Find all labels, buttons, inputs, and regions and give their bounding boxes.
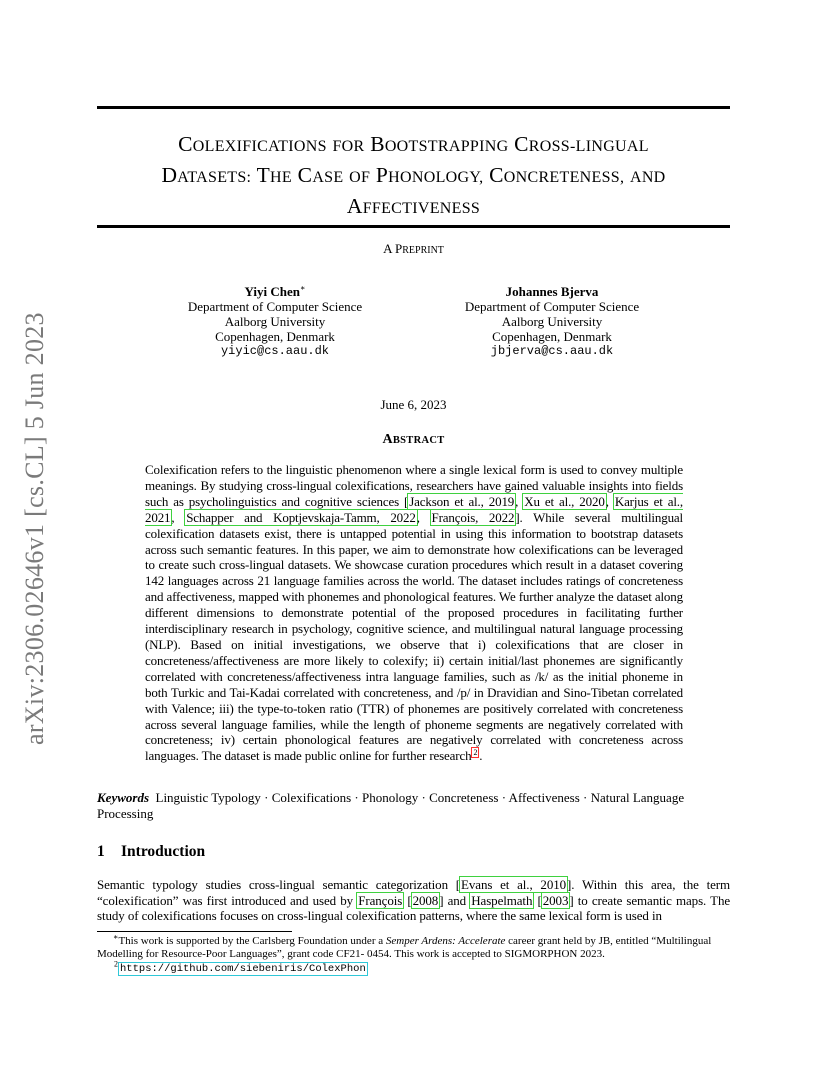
citation-link[interactable]: 2008 [412, 892, 439, 908]
publication-date: June 6, 2023 [380, 397, 447, 412]
preprint-label: A PREPRINT [383, 241, 444, 256]
footnote: ∗This work is supported by the Carlsberg Foundation under a Semper Ardens: Accelerate career grant held by JB, entitled “Multilingual Modelling for Resource-Poor Languages”, grant code CF21- 0454. This work is accepted to SIGMORPHON 2023. [97, 932, 712, 960]
paper-title: COLEXIFICATIONS FOR BOOTSTRAPPING CROSS-LINGUAL DATASETS: THE CASE OF PHONOLOGY, CONCRETENESS, AND AFFECTIVENESS [161, 132, 666, 218]
footnote-link[interactable]: 2 [473, 747, 478, 757]
introduction-text: Semantic typology studies cross-lingual semantic categorization [Evans et al., 2010]. Within this area, the term “colexification” was first introduced and used by François [2008] and Haspelmath [2003] to create semantic maps. The study of colexifications focuses on cross-lingual colexification patterns, where the same lexical form is used in [97, 877, 731, 924]
footnote-mark[interactable]: ∗ [300, 283, 306, 293]
citation-link[interactable]: Haspelmath [471, 892, 533, 908]
author-city: Copenhagen, Denmark [492, 329, 612, 344]
abstract-body: Colexification refers to the linguistic phenomenon where a single lexical form is used to convey multiple meanings. By studying cross-lingual colexifications, researchers have gained valuable insights into fields such as psycholinguistics and cognitive sciences [Jackson et al., 2019, Xu et al., 2020, Karjus et al., 2021, Schapper and Koptjevskaja-Tamm, 2022, François, 2022]. While several multilingual colexification datasets exist, there is untapped potential in using this information to bootstrap datasets across such semantic features. In this paper, we aim to demonstrate how colexifications can be leveraged to create such cross-lingual datasets. We showcase curation procedures which result in a dataset covering 142 languages across 21 language families across the world. The dataset includes ratings of concreteness and affectiveness, mapped with phonemes and phonological features. We further analyze the dataset along different dimensions to demonstrate potential of the proposed procedures in facilitating further interdisciplinary research in psychology, cognitive science, and multilingual natural language processing (NLP). Based on initial investigations, we observe that i) colexifications that are closer in concreteness/affectiveness are more likely to colexify; ii) certain initial/last phonemes are significantly correlated with concreteness/affectiveness intra language families, such as /k/ as the initial phoneme in both Turkic and Tai-Kadai correlated with concreteness, and /p/ in Dravidian and Sino-Tibetan correlated with Valence; iii) the type-to-token ratio (TTR) of phonemes are positively correlated with concreteness across several language families, while the length of phoneme segments are negatively correlated with concreteness; iv) certain phonological features are negatively correlated with concreteness across languages. The dataset is made public online for further research $^2$ . [145, 462, 684, 764]
citation-link[interactable]: Jackson et al., 2019 [409, 493, 515, 509]
abstract-heading: ABSTRACT [382, 432, 445, 447]
title-rule-bottom [97, 225, 730, 228]
section-heading: 1 Introduction [97, 843, 206, 860]
author-department: Department of Computer Science [187, 299, 363, 314]
footnote: $^2$ https://github.com/siebeniris/ColexPhon [114, 959, 366, 975]
citation-link[interactable]: 2003 [542, 892, 569, 908]
author-name: Johannes Bjerva [505, 284, 599, 299]
citation-link[interactable]: Schapper and Koptjevskaja-Tamm, 2022 [186, 509, 416, 525]
repository-link[interactable]: https://github.com/siebeniris/ColexPhon [120, 963, 366, 975]
author-city: Copenhagen, Denmark [215, 329, 335, 344]
citation-link[interactable]: Evans et al., 2010 [461, 877, 567, 892]
footnote-rule [97, 931, 292, 932]
keywords [97, 790, 730, 821]
citation-link[interactable]: Karjus et al., 2021 [145, 493, 683, 525]
citation-link[interactable]: François, 2022 [431, 509, 515, 525]
author-university: Aalborg University [501, 314, 603, 329]
author-university: Aalborg University [224, 314, 326, 329]
keywords-text: Linguistic Typology · Colexifications · Phonology · Concreteness · Affectiveness · Natural Language Processing [97, 790, 685, 821]
citation-link[interactable]: Xu et al., 2020 [524, 493, 605, 509]
author-block [432, 284, 672, 359]
author-name: Yiyi Chen [244, 284, 301, 299]
author-email: yiyic@cs.aau.dk [220, 344, 330, 358]
arxiv-stamp: arXiv:2306.02646v1 [cs.CL] 5 Jun 2023 [20, 312, 49, 745]
author-block [155, 284, 395, 359]
citation-link[interactable]: François [358, 892, 403, 908]
author-email: jbjerva@cs.aau.dk [490, 344, 614, 358]
title-rule-top [97, 106, 730, 109]
author-department: Department of Computer Science [464, 299, 640, 314]
keywords-label: Keywords [97, 790, 149, 805]
